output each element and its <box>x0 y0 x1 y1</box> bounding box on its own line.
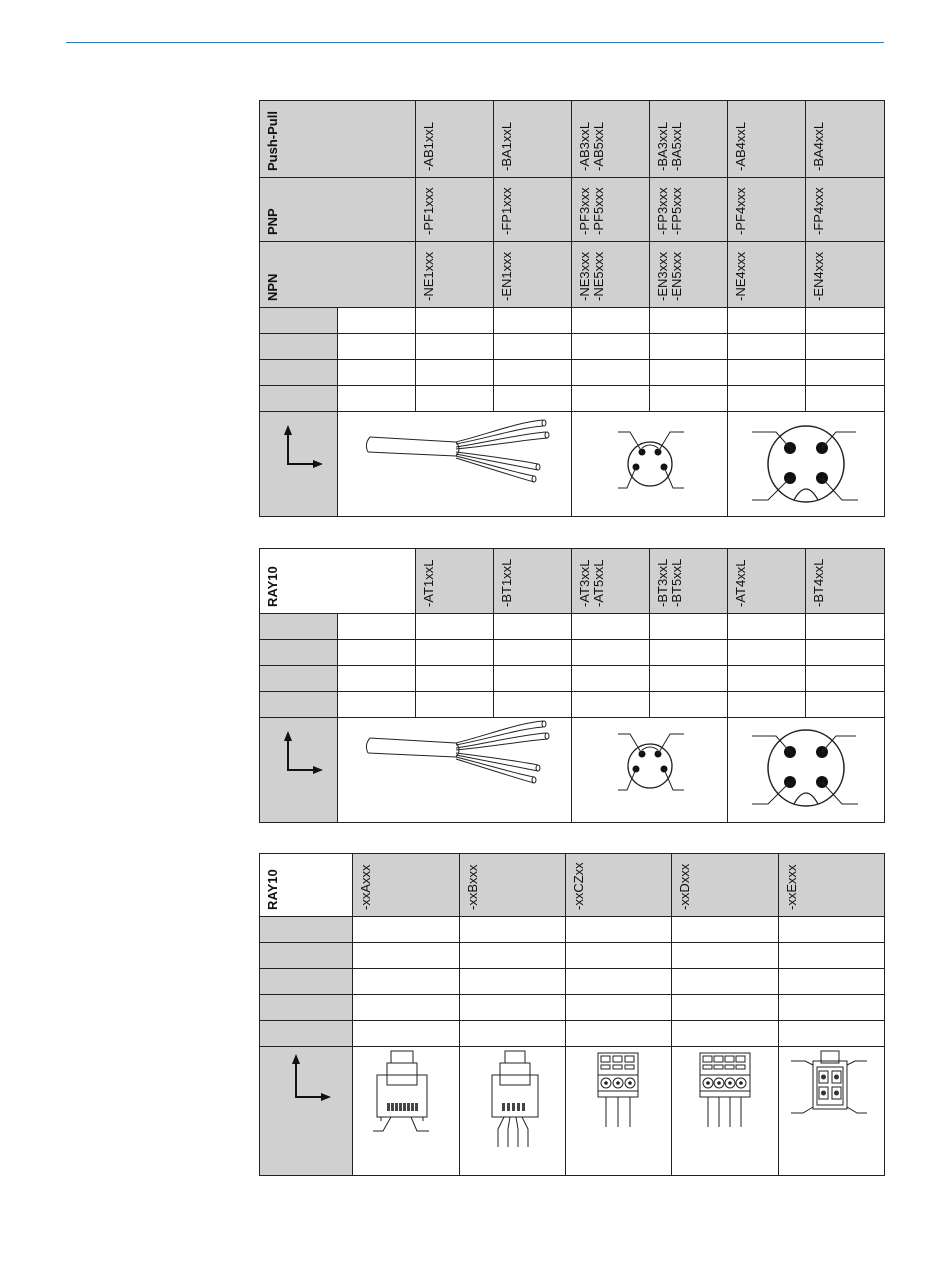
value-cell <box>806 666 885 692</box>
label-cell <box>260 995 353 1021</box>
code: -BT3xxL <box>655 558 670 607</box>
value-cell <box>728 308 806 334</box>
code: -EN3xxx <box>655 251 670 301</box>
code: -BT4xxL <box>811 558 826 607</box>
row-label-cell <box>260 101 416 178</box>
code-cell <box>728 549 806 614</box>
code: -AB1xxL <box>421 121 436 171</box>
code-cell <box>494 242 572 308</box>
code-cell <box>460 854 566 917</box>
value-cell <box>728 360 806 386</box>
table-1 <box>259 100 885 517</box>
cable-icon <box>338 718 572 822</box>
table-3 <box>259 853 885 1176</box>
value-cell <box>416 334 494 360</box>
row-label-cell <box>260 549 416 614</box>
label-cell <box>260 666 338 692</box>
value-cell <box>494 386 572 412</box>
m8-connector-icon <box>572 412 728 516</box>
label-cell <box>260 943 353 969</box>
value-cell <box>779 917 885 943</box>
value-cell <box>806 308 885 334</box>
value-cell <box>779 943 885 969</box>
code: -PF4xxx <box>733 187 748 235</box>
code-cell <box>494 101 572 178</box>
value-cell <box>338 692 416 718</box>
label-cell <box>260 308 338 334</box>
value-cell <box>650 360 728 386</box>
axes-cell <box>260 1047 353 1176</box>
terminal-4pin-cell <box>672 1047 779 1176</box>
code-cell <box>572 549 650 614</box>
code: -PF5xxx <box>591 187 606 235</box>
code: -NE4xxx <box>733 251 748 301</box>
table-row <box>260 178 885 242</box>
value-cell <box>572 614 650 640</box>
code: -EN4xxx <box>811 251 826 301</box>
code: -BA4xxL <box>811 121 826 171</box>
m8-cell <box>572 718 728 823</box>
value-cell <box>572 666 650 692</box>
value-cell <box>494 334 572 360</box>
code-cell <box>494 178 572 242</box>
relay-connector-icon <box>779 1047 885 1175</box>
value-cell <box>650 640 728 666</box>
code: -BA1xxL <box>499 121 514 171</box>
code-cell <box>806 549 885 614</box>
label-cell <box>260 692 338 718</box>
value-cell <box>806 334 885 360</box>
value-cell <box>416 386 494 412</box>
code-cell <box>566 854 672 917</box>
code: -EN5xxx <box>669 251 684 301</box>
table-row <box>260 917 885 943</box>
code-cell <box>806 242 885 308</box>
value-cell <box>460 943 566 969</box>
code: -xxExxx <box>784 864 799 910</box>
code-cell <box>650 178 728 242</box>
value-cell <box>460 917 566 943</box>
value-cell <box>353 943 460 969</box>
value-cell <box>672 917 779 943</box>
table-row <box>260 1047 885 1176</box>
code: -NE5xxx <box>591 251 606 301</box>
label-cell <box>260 1021 353 1047</box>
table-row <box>260 614 885 640</box>
table-row <box>260 718 885 823</box>
value-cell <box>806 386 885 412</box>
code-cell <box>728 242 806 308</box>
code-cell <box>416 101 494 178</box>
label-cell <box>260 969 353 995</box>
code: -FP4xxx <box>811 187 826 235</box>
value-cell <box>494 614 572 640</box>
value-cell <box>416 360 494 386</box>
value-cell <box>494 692 572 718</box>
value-cell <box>650 386 728 412</box>
table-row <box>260 308 885 334</box>
value-cell <box>806 360 885 386</box>
row-label: PNP <box>265 208 280 235</box>
rj12-cell <box>460 1047 566 1176</box>
code: -FP1xxx <box>499 187 514 235</box>
table-row <box>260 412 885 517</box>
table-row <box>260 969 885 995</box>
label-cell <box>260 334 338 360</box>
value-cell <box>416 308 494 334</box>
code: -AB3xxL <box>577 121 592 171</box>
value-cell <box>779 995 885 1021</box>
row-label: Push-Pull <box>265 111 280 171</box>
code: -AT5xxL <box>591 559 606 607</box>
value-cell <box>650 614 728 640</box>
value-cell <box>566 943 672 969</box>
row-label-cell <box>260 242 416 308</box>
code-cell <box>650 242 728 308</box>
value-cell <box>338 614 416 640</box>
m12-connector-icon <box>728 412 885 516</box>
value-cell <box>672 969 779 995</box>
value-cell <box>672 943 779 969</box>
m12-cell <box>728 412 885 517</box>
value-cell <box>650 692 728 718</box>
code: -AB5xxL <box>591 121 606 171</box>
code-cell <box>572 101 650 178</box>
rj45-connector-icon <box>353 1047 460 1175</box>
table-row <box>260 854 885 917</box>
code-cell <box>728 101 806 178</box>
code: -FP3xxx <box>655 187 670 235</box>
value-cell <box>572 308 650 334</box>
row-label-cell <box>260 854 353 917</box>
table-2 <box>259 548 885 823</box>
value-cell <box>338 640 416 666</box>
code-cell <box>806 101 885 178</box>
value-cell <box>779 969 885 995</box>
value-cell <box>728 334 806 360</box>
value-cell <box>338 360 416 386</box>
m8-cell <box>572 412 728 517</box>
table-row <box>260 666 885 692</box>
code-cell <box>416 178 494 242</box>
code: -AB4xxL <box>733 121 748 171</box>
value-cell <box>494 360 572 386</box>
value-cell <box>806 640 885 666</box>
code-cell <box>650 101 728 178</box>
label-cell <box>260 360 338 386</box>
value-cell <box>728 614 806 640</box>
terminal-3pin-icon <box>566 1047 672 1175</box>
code: -PF1xxx <box>421 187 436 235</box>
value-cell <box>672 995 779 1021</box>
value-cell <box>572 360 650 386</box>
table-row <box>260 360 885 386</box>
value-cell <box>806 692 885 718</box>
value-cell <box>572 640 650 666</box>
code: -FP5xxx <box>669 187 684 235</box>
value-cell <box>728 666 806 692</box>
header-rule <box>66 42 884 43</box>
relay-cell <box>779 1047 885 1176</box>
row-label-cell <box>260 178 416 242</box>
rj12-connector-icon <box>460 1047 566 1175</box>
value-cell <box>460 1021 566 1047</box>
value-cell <box>460 969 566 995</box>
value-cell <box>728 386 806 412</box>
value-cell <box>566 1021 672 1047</box>
value-cell <box>566 969 672 995</box>
value-cell <box>416 666 494 692</box>
table-row <box>260 242 885 308</box>
table-row <box>260 692 885 718</box>
code-cell <box>806 178 885 242</box>
m8-connector-icon <box>572 718 728 822</box>
code: -AT3xxL <box>577 559 592 607</box>
value-cell <box>416 640 494 666</box>
axes-cell <box>260 718 338 823</box>
table-row <box>260 943 885 969</box>
value-cell <box>572 334 650 360</box>
value-cell <box>353 969 460 995</box>
table-row <box>260 640 885 666</box>
label-cell <box>260 386 338 412</box>
value-cell <box>416 692 494 718</box>
code: -EN1xxx <box>499 251 514 301</box>
value-cell <box>338 666 416 692</box>
value-cell <box>416 614 494 640</box>
value-cell <box>353 995 460 1021</box>
label-cell <box>260 614 338 640</box>
code: -BT1xxL <box>499 558 514 607</box>
code: -AT1xxL <box>421 559 436 607</box>
code: -NE1xxx <box>421 251 436 301</box>
terminal-3pin-cell <box>566 1047 672 1176</box>
code: -xxBxxx <box>465 864 480 910</box>
value-cell <box>566 995 672 1021</box>
value-cell <box>494 640 572 666</box>
table-row <box>260 1021 885 1047</box>
m12-connector-icon <box>728 718 885 822</box>
value-cell <box>566 917 672 943</box>
value-cell <box>338 386 416 412</box>
code: -NE3xxx <box>577 251 592 301</box>
value-cell <box>572 386 650 412</box>
rj45-cell <box>353 1047 460 1176</box>
code-cell <box>779 854 885 917</box>
code-cell <box>353 854 460 917</box>
value-cell <box>779 1021 885 1047</box>
code-cell <box>494 549 572 614</box>
table-row <box>260 549 885 614</box>
value-cell <box>672 1021 779 1047</box>
code-cell <box>572 242 650 308</box>
value-cell <box>572 692 650 718</box>
code-cell <box>572 178 650 242</box>
m12-cell <box>728 718 885 823</box>
axes-cell <box>260 412 338 517</box>
axes-icon <box>260 718 338 822</box>
value-cell <box>353 917 460 943</box>
value-cell <box>494 308 572 334</box>
value-cell <box>728 640 806 666</box>
row-label: NPN <box>265 273 280 301</box>
value-cell <box>650 666 728 692</box>
value-cell <box>338 334 416 360</box>
table-row <box>260 101 885 178</box>
code-cell <box>650 549 728 614</box>
code: -xxDxxx <box>677 863 692 910</box>
table-row <box>260 334 885 360</box>
label-cell <box>260 640 338 666</box>
label-cell <box>260 917 353 943</box>
code: -BT5xxL <box>669 558 684 607</box>
terminal-4pin-icon <box>672 1047 779 1175</box>
value-cell <box>338 308 416 334</box>
code-cell <box>416 549 494 614</box>
cable-cell <box>338 412 572 517</box>
axes-icon <box>260 1047 353 1175</box>
row-label: RAY10 <box>265 566 280 607</box>
code: -PF3xxx <box>577 187 592 235</box>
code: -xxCZxx <box>571 862 586 910</box>
value-cell <box>650 308 728 334</box>
code: -xxAxxx <box>358 864 373 910</box>
code-cell <box>728 178 806 242</box>
row-label: RAY10 <box>265 869 280 910</box>
value-cell <box>650 334 728 360</box>
code: -BA5xxL <box>669 121 684 171</box>
cable-icon <box>338 412 572 516</box>
table-row <box>260 386 885 412</box>
value-cell <box>728 692 806 718</box>
code-cell <box>672 854 779 917</box>
cable-cell <box>338 718 572 823</box>
value-cell <box>460 995 566 1021</box>
code: -AT4xxL <box>733 559 748 607</box>
value-cell <box>353 1021 460 1047</box>
code-cell <box>416 242 494 308</box>
value-cell <box>806 614 885 640</box>
table-row <box>260 995 885 1021</box>
value-cell <box>494 666 572 692</box>
axes-icon <box>260 412 338 516</box>
code: -BA3xxL <box>655 121 670 171</box>
